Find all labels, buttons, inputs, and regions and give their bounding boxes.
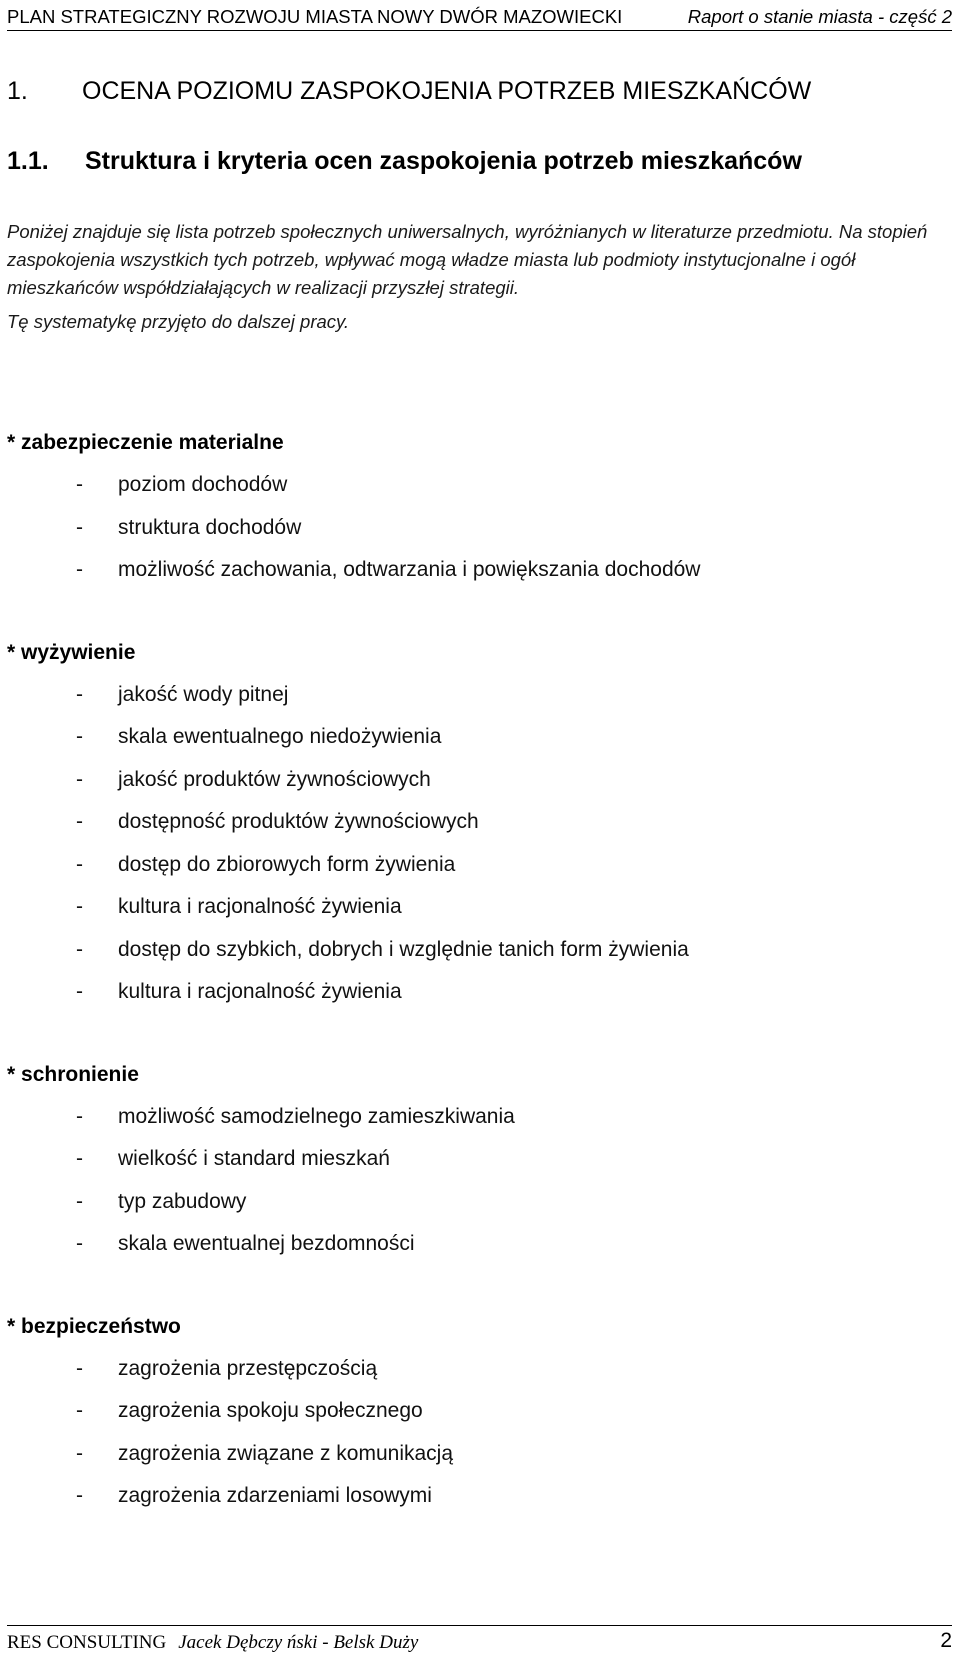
dash-bullet-icon: - — [76, 515, 83, 539]
dash-bullet-icon: - — [76, 1484, 83, 1507]
list-item-text: zagrożenia zdarzeniami losowymi — [118, 1484, 432, 1507]
need-section — [7, 1054, 952, 1266]
list-item — [7, 507, 952, 550]
heading-level-2 — [7, 146, 802, 176]
section-items — [7, 1348, 952, 1518]
heading-1-text: OCENA POZIOMU ZASPOKOJENIA POTRZEB MIESZKAŃCÓW — [82, 77, 812, 105]
section-title-text: zabezpieczenie materialne — [21, 431, 284, 454]
asterisk-bullet-icon: * — [7, 1314, 22, 1338]
section-title — [7, 1054, 952, 1096]
dash-bullet-icon: - — [76, 1104, 83, 1128]
heading-2-number: 1.1. — [7, 147, 49, 175]
asterisk-bullet-icon: * — [7, 640, 22, 664]
need-section — [7, 422, 952, 592]
heading-1-number: 1. — [7, 77, 28, 105]
section-title-text: wyżywienie — [21, 640, 136, 664]
list-item-text: jakość wody pitnej — [118, 682, 289, 706]
need-section — [7, 632, 952, 1014]
page-footer — [7, 1625, 952, 1658]
dash-bullet-icon: - — [76, 725, 83, 748]
dash-bullet-icon: - — [76, 558, 83, 581]
list-item — [7, 1138, 952, 1181]
heading-2-text: Struktura i kryteria ocen zaspokojenia potrzeb mieszkańców — [85, 147, 802, 175]
list-item-text: zagrożenia przestępczością — [118, 1356, 378, 1380]
dash-bullet-icon: - — [76, 767, 83, 791]
intro-paragraph-2: Tę systematykę przyjęto do dalszej pracy. — [7, 311, 350, 332]
needs-list — [7, 422, 952, 1558]
intro-paragraph-1: Poniżej znajduje się lista potrzeb społecznych uniwersalnych, wyróżnianych w literaturze przedmiotu. Na stopień zaspokojenia wszystkich tych potrzeb, wpływać mogą władze miasta lub podmioty instytucjonalne i ogół mieszkańców współdziałających w realizacji przyszłej strategii. — [7, 221, 928, 298]
section-items — [7, 674, 952, 1014]
list-item-text: dostęp do szybkich, dobrych i względnie tanich form żywienia — [118, 937, 689, 961]
list-item — [7, 1433, 952, 1476]
list-item — [7, 801, 952, 844]
list-item — [7, 1223, 952, 1266]
list-item-text: możliwość zachowania, odtwarzania i powiększania dochodów — [118, 558, 701, 581]
dash-bullet-icon: - — [76, 1232, 83, 1255]
list-item — [7, 716, 952, 759]
section-title-text: bezpieczeństwo — [21, 1314, 181, 1338]
dash-bullet-icon: - — [76, 937, 83, 961]
footer-credits — [7, 1630, 418, 1656]
list-item — [7, 674, 952, 717]
list-item-text: skala ewentualnego niedożywienia — [118, 725, 442, 748]
list-item — [7, 1181, 952, 1224]
list-item — [7, 844, 952, 887]
list-item — [7, 759, 952, 802]
intro-text — [7, 218, 952, 336]
dash-bullet-icon: - — [76, 1189, 83, 1213]
list-item-text: zagrożenia związane z komunikacją — [118, 1441, 454, 1465]
footer-company: RES CONSULTING — [7, 1632, 167, 1653]
list-item — [7, 929, 952, 972]
asterisk-bullet-icon: * — [7, 1062, 22, 1086]
list-item-text: skala ewentualnej bezdomności — [118, 1232, 415, 1255]
list-item-text: możliwość samodzielnego zamieszkiwania — [118, 1104, 515, 1128]
list-item — [7, 971, 952, 1014]
dash-bullet-icon: - — [76, 895, 83, 918]
list-item-text: dostęp do zbiorowych form żywienia — [118, 852, 456, 876]
list-item-text: kultura i racjonalność żywienia — [118, 980, 402, 1003]
list-item — [7, 464, 952, 507]
need-section — [7, 1306, 952, 1518]
section-title — [7, 422, 952, 464]
list-item-text: dostępność produktów żywnościowych — [118, 810, 479, 833]
dash-bullet-icon: - — [76, 1399, 83, 1422]
list-item — [7, 1348, 952, 1391]
dash-bullet-icon: - — [76, 852, 83, 876]
list-item-text: jakość produktów żywnościowych — [118, 767, 431, 791]
list-item-text: poziom dochodów — [118, 473, 288, 496]
list-item — [7, 1096, 952, 1139]
list-item — [7, 886, 952, 929]
dash-bullet-icon: - — [76, 1356, 83, 1380]
dash-bullet-icon: - — [76, 810, 83, 833]
page-header — [7, 4, 952, 31]
asterisk-bullet-icon: * — [7, 431, 22, 454]
section-items — [7, 464, 952, 592]
section-title — [7, 1306, 952, 1348]
section-title — [7, 632, 952, 674]
page-number: 2 — [940, 1629, 952, 1652]
dash-bullet-icon: - — [76, 682, 83, 706]
list-item-text: typ zabudowy — [118, 1189, 247, 1213]
list-item-text: wielkość i standard mieszkań — [118, 1147, 390, 1170]
dash-bullet-icon: - — [76, 1147, 83, 1170]
dash-bullet-icon: - — [76, 1441, 83, 1465]
list-item-text: kultura i racjonalność żywienia — [118, 895, 402, 918]
list-item — [7, 549, 952, 592]
dash-bullet-icon: - — [76, 473, 83, 496]
list-item-text: struktura dochodów — [118, 515, 302, 539]
header-document-title: PLAN STRATEGICZNY ROZWOJU MIASTA NOWY DWÓR MAZOWIECKI — [7, 6, 623, 27]
footer-author: Jacek Dębczy ński - Belsk Duży — [178, 1632, 419, 1653]
section-items — [7, 1096, 952, 1266]
list-item — [7, 1390, 952, 1433]
section-title-text: schronienie — [21, 1062, 139, 1086]
heading-level-1 — [7, 76, 811, 106]
list-item-text: zagrożenia spokoju społecznego — [118, 1399, 423, 1422]
header-report-part: Raport o stanie miasta - część 2 — [687, 6, 952, 27]
list-item — [7, 1475, 952, 1518]
dash-bullet-icon: - — [76, 980, 83, 1003]
